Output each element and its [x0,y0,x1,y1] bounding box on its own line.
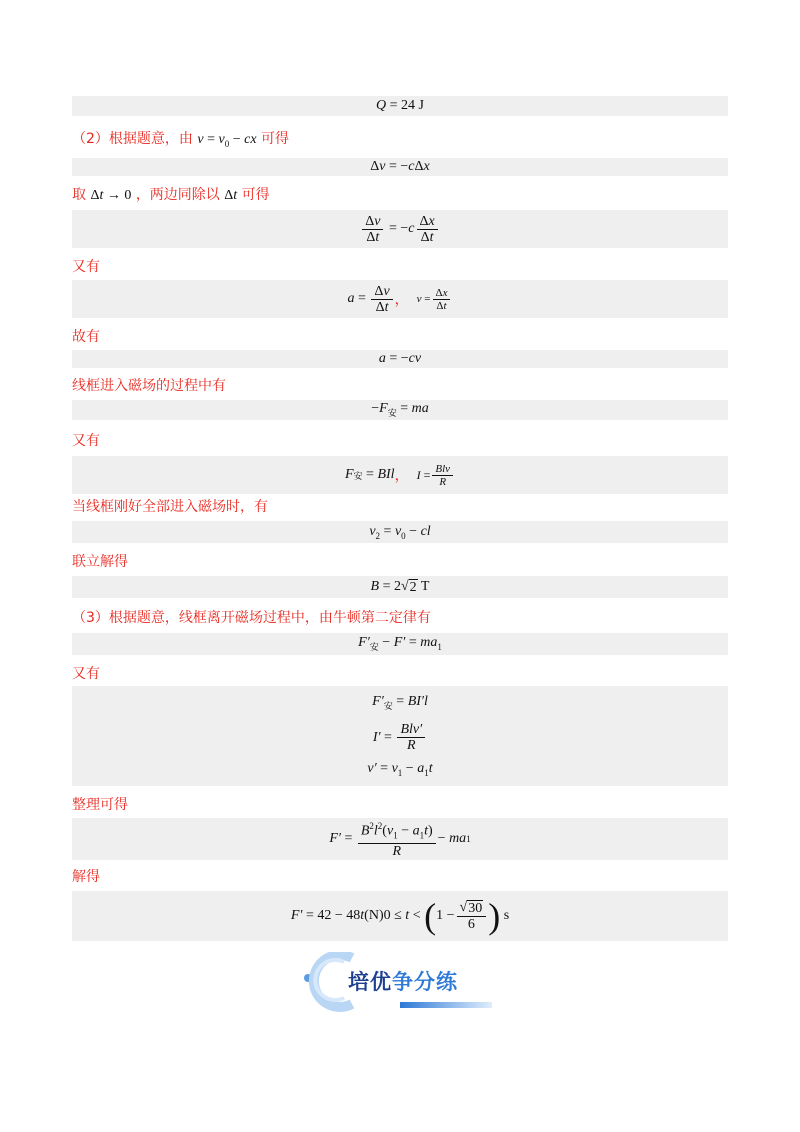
equation-a-v-defs [72,280,728,318]
inline-eq-v-def: $v = v_0$ − cx [197,132,257,149]
logo-text [348,966,458,996]
equation-newton-in [72,400,728,420]
part2-intro-text: （2）根据题意，由 [72,131,193,147]
equation-newton-out [72,633,728,655]
eq-newton-out-text: $F'_安 - F' = ma_1$ [358,635,442,652]
part2-intro-line [72,129,728,154]
arrange-line: 整理可得 [72,797,128,813]
eq-v2-text: $v_2 = v_0$ − cl [369,523,431,541]
eq-F-final-line: F′ = 42 − 48 t (N)0 ≤ t < ( 1 − √ 30 6 ) s [290,896,510,936]
hence-line: 故有 [72,329,100,345]
equation-Q [72,96,728,116]
inline-eq-limit: Δt → 0 [90,188,132,203]
also-line-1: 又有 [72,259,100,275]
part2-intro-tail: 可得 [261,131,290,147]
equation-B [72,576,728,598]
solve-line-2: 解得 [72,869,100,885]
equation-a-cv [72,350,728,368]
inline-eq-dt: Δt [224,188,238,203]
equation-F-final [72,891,728,941]
logo-text-dark: 培优 [348,970,392,994]
eq-B-text: B = 2√ 2 T [370,578,430,595]
take-limit-a: 取 [72,187,86,203]
brand-logo [300,952,500,1014]
eq-F-amp-line: F 安 = BIl ， I = $\frac{\text{Blv}}{R}$ [345,463,455,488]
eq-a-cv-text: a = −cv [378,351,422,366]
eq-v-out: $v' = v_1 - a_1t$ [367,761,433,778]
take-limit-line [72,185,728,206]
eq-I-out: I′ = $\frac{\text{Blv′}}{R}$ [373,722,427,753]
eq-a-v-line: a = $\frac{\Delta v}{\Delta t}$ ， v = $\frac{\Delta x}{\Delta t}$ [348,284,453,315]
fully-in-line: 当线框刚好全部进入磁场时，有 [72,499,268,515]
logo-underline [400,1002,492,1008]
equation-F-arranged [72,818,728,860]
eq-dv-dt-line: $\frac{\Delta v}{\Delta t}$ = − c $\frac{\Delta x}{\Delta t}$ [360,214,439,245]
equation-group-out [72,686,728,786]
entering-line: 线框进入磁场的过程中有 [72,378,226,394]
logo-text-blue: 争分练 [392,970,458,994]
eq-Q-text: Q = 24 J [376,98,424,113]
also-line-2: 又有 [72,433,100,449]
also-line-3: 又有 [72,666,100,682]
eq-F-amp-out: $F'_安 = BI'l$ [372,694,428,711]
eq-dv-text: Δv = −cΔx [370,159,430,174]
take-limit-c: 可得 [241,187,270,203]
equation-dv-dt [72,210,728,248]
equation-F-amp [72,456,728,494]
equation-v2 [72,521,728,543]
solve-line-1: 联立解得 [72,554,128,570]
eq-newton-in-text: $-F_安$ = ma [371,401,429,418]
equation-dv [72,158,728,176]
part3-intro-line: （3）根据题意，线框离开磁场过程中，由牛顿第二定律有 [72,610,431,626]
eq-F-arranged-line: F′ = $\frac{B^2l^2(v_1 - a_1t)}{R}$ − ma 1 [329,820,471,860]
take-limit-b: ，两边同除以 [135,187,220,203]
